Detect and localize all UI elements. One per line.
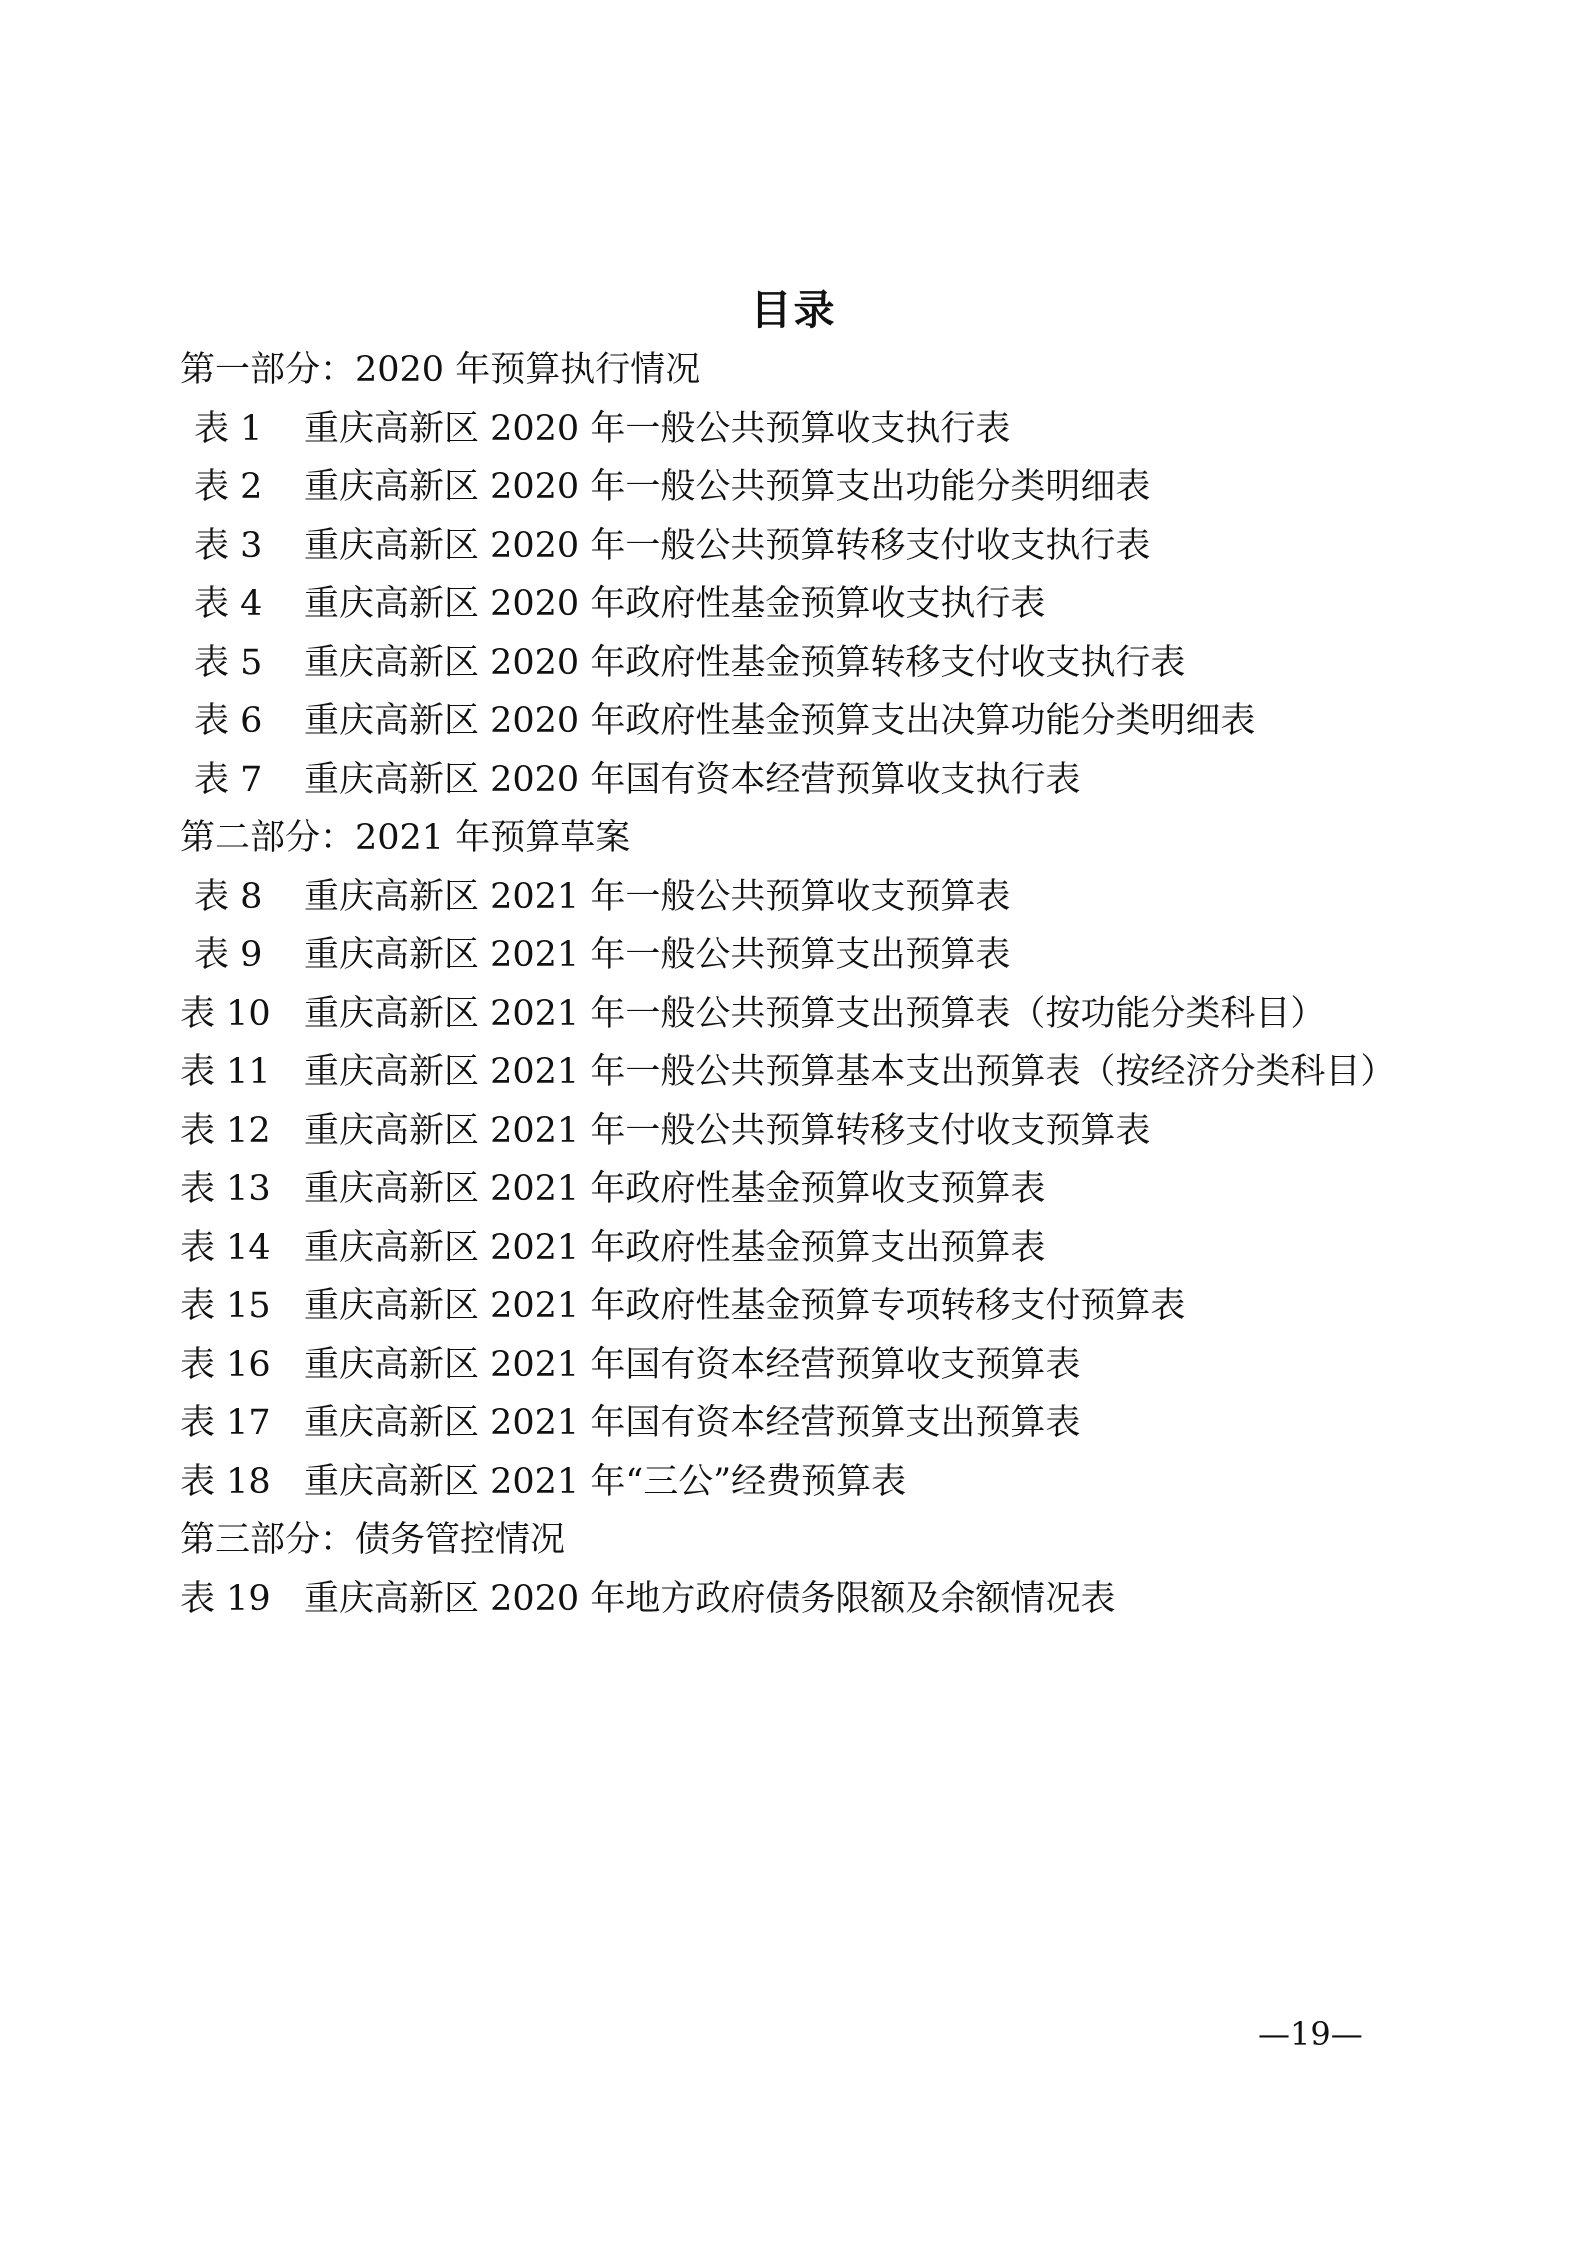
table-title: 重庆高新区 2021 年一般公共预算支出预算表	[304, 935, 1011, 975]
toc-entry-table-1	[180, 400, 1480, 459]
page-number: —19—	[1258, 2015, 1363, 2053]
toc-entry-table-6	[180, 692, 1480, 751]
table-number: 表 10	[180, 993, 271, 1034]
table-title: 重庆高新区 2021 年政府性基金预算支出预算表	[304, 1227, 1046, 1268]
toc-entry-table-7	[180, 751, 1480, 810]
toc-entry-table-13	[180, 1160, 1480, 1219]
table-number: 表 2	[194, 467, 263, 507]
table-title: 重庆高新区 2020 年一般公共预算转移支付收支执行表	[304, 525, 1151, 566]
toc-entry-table-12	[180, 1102, 1480, 1161]
toc-entry-table-19	[180, 1570, 1480, 1629]
toc-entry-table-11	[180, 1043, 1480, 1102]
table-title: 重庆高新区 2021 年政府性基金预算收支预算表	[304, 1169, 1046, 1209]
toc-entry-table-2	[180, 458, 1480, 517]
table-number: 表 3	[194, 525, 263, 566]
table-number: 表 15	[180, 1286, 271, 1326]
table-title: 重庆高新区 2020 年国有资本经营预算收支执行表	[304, 759, 1081, 800]
section-heading-part-3: 第三部分：债务管控情况	[180, 1520, 566, 1560]
toc-entry-table-10	[180, 985, 1480, 1044]
table-number: 表 11	[180, 1052, 271, 1092]
table-number: 表 17	[180, 1403, 271, 1443]
table-title: 重庆高新区 2020 年地方政府债务限额及余额情况表	[304, 1578, 1116, 1619]
table-number: 表 6	[194, 701, 263, 741]
table-number: 表 5	[194, 642, 263, 683]
toc-entry-table-9	[180, 926, 1480, 985]
table-title: 重庆高新区 2021 年“三公”经费预算表	[304, 1461, 907, 1502]
table-number: 表 8	[194, 876, 263, 917]
table-number: 表 16	[180, 1344, 271, 1385]
table-title: 重庆高新区 2021 年国有资本经营预算支出预算表	[304, 1403, 1081, 1443]
toc-entry-table-4	[180, 575, 1480, 634]
table-title: 重庆高新区 2020 年一般公共预算收支执行表	[304, 408, 1011, 449]
toc-entry-table-16	[180, 1336, 1480, 1395]
table-title: 重庆高新区 2020 年政府性基金预算收支执行表	[304, 584, 1046, 624]
table-title: 重庆高新区 2021 年国有资本经营预算收支预算表	[304, 1344, 1081, 1385]
table-title: 重庆高新区 2021 年一般公共预算转移支付收支预算表	[304, 1110, 1151, 1151]
toc-entry-table-3	[180, 517, 1480, 576]
table-title: 重庆高新区 2020 年政府性基金预算支出决算功能分类明细表	[304, 701, 1256, 741]
table-title: 重庆高新区 2020 年一般公共预算支出功能分类明细表	[304, 467, 1151, 507]
table-number: 表 9	[194, 935, 263, 975]
table-number: 表 7	[194, 759, 263, 800]
toc-entry-table-17	[180, 1394, 1480, 1453]
table-title: 重庆高新区 2021 年一般公共预算收支预算表	[304, 876, 1011, 917]
table-number: 表 18	[180, 1461, 271, 1502]
toc-entry-table-18	[180, 1453, 1480, 1512]
table-number: 表 1	[194, 408, 263, 449]
table-number: 表 4	[194, 584, 263, 624]
toc-entry-table-14	[180, 1219, 1480, 1278]
toc-entry-table-8	[180, 868, 1480, 927]
toc-title: 目录	[750, 286, 837, 334]
table-number: 表 14	[180, 1227, 271, 1268]
toc-entry-table-15	[180, 1277, 1480, 1336]
table-title: 重庆高新区 2021 年政府性基金预算专项转移支付预算表	[304, 1286, 1186, 1326]
toc-body	[180, 341, 1480, 1628]
table-number: 表 13	[180, 1169, 271, 1209]
table-title: 重庆高新区 2020 年政府性基金预算转移支付收支执行表	[304, 642, 1186, 683]
toc-entry-table-5	[180, 634, 1480, 693]
table-number: 表 19	[180, 1578, 271, 1619]
table-number: 表 12	[180, 1110, 271, 1151]
table-title: 重庆高新区 2021 年一般公共预算支出预算表（按功能分类科目）	[304, 993, 1326, 1034]
table-title: 重庆高新区 2021 年一般公共预算基本支出预算表（按经济分类科目）	[304, 1052, 1396, 1092]
section-heading-part-1: 第一部分：2020 年预算执行情况	[180, 350, 701, 390]
section-heading-part-2: 第二部分：2021 年预算草案	[180, 818, 631, 858]
